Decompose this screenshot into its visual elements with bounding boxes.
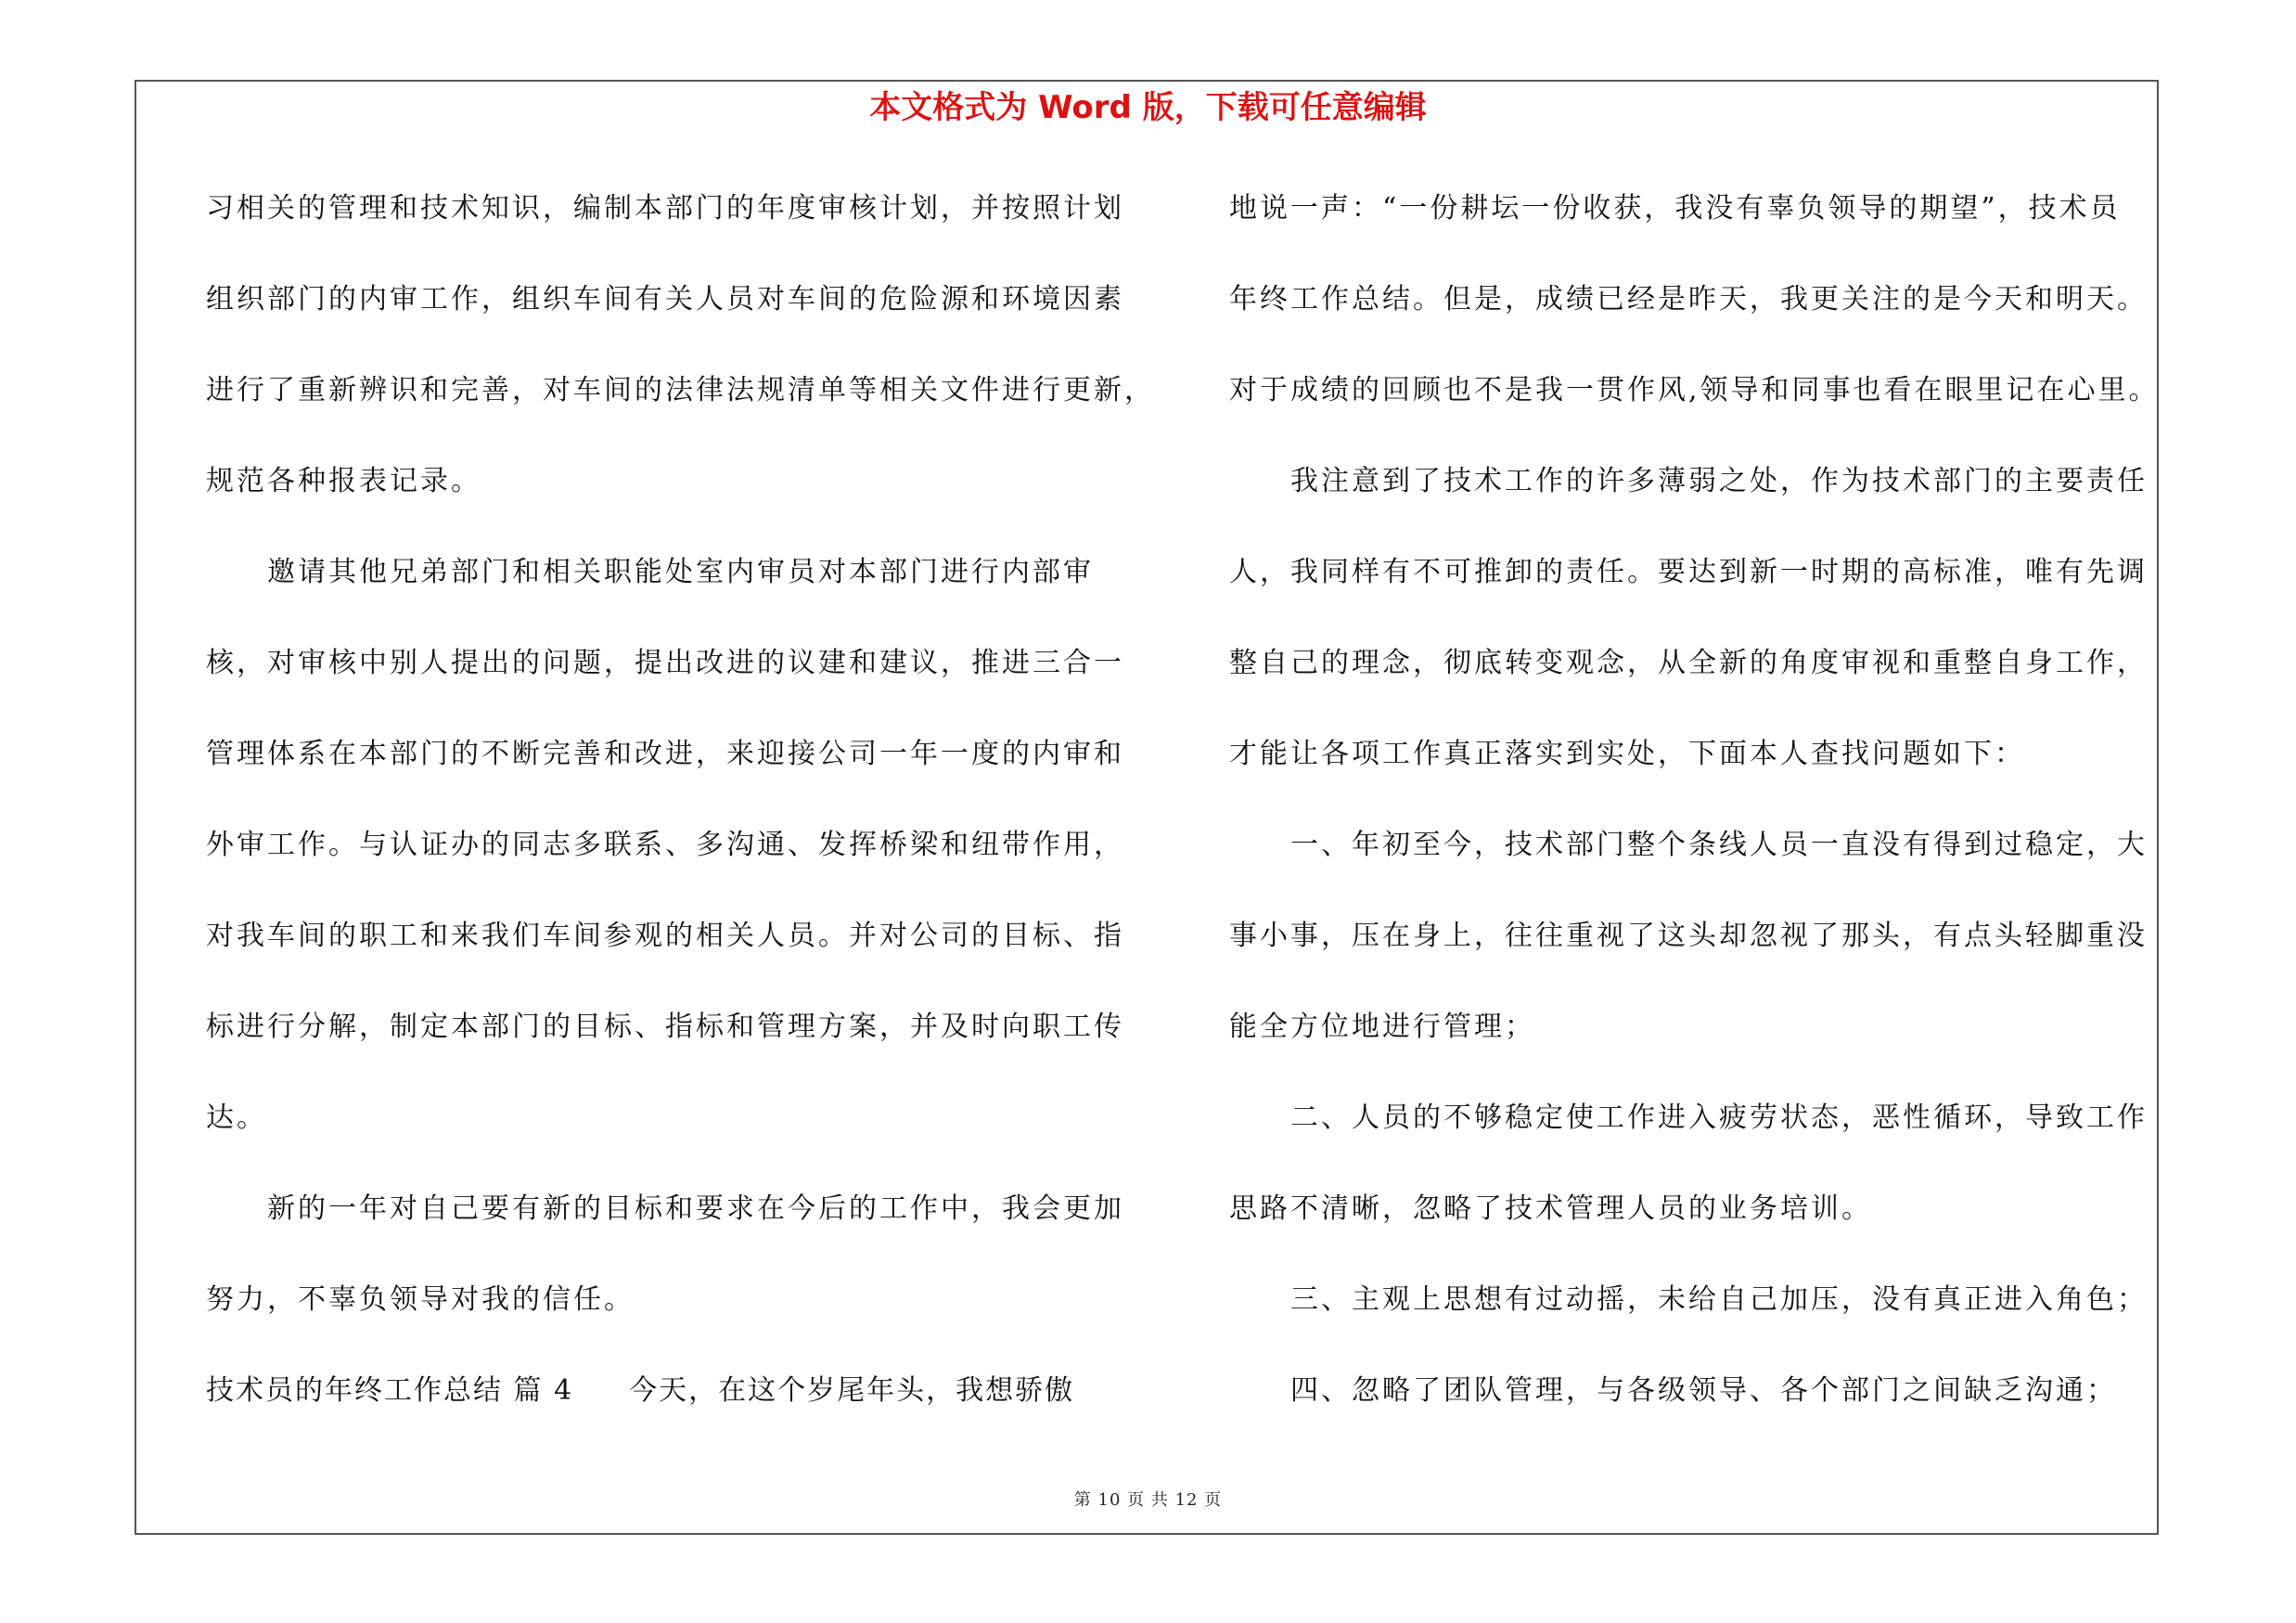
text-line: 年终工作总结。但是，成绩已经是昨天，我更关注的是今天和明天。 [1229,283,2148,316]
text-line: 组织部门的内审工作，组织车间有关人员对车间的危险源和环境因素 [206,283,1124,316]
text-line: 事小事，压在身上，往往重视了这头却忽视了那头，有点头轻脚重没 [1229,920,2148,952]
text-line: 管理体系在本部门的不断完善和改进，来迎接公司一年一度的内审和 [206,738,1124,770]
section-opening: 今天，在这个岁尾年头，我想骄傲 [629,1374,1075,1407]
text-line: 才能让各项工作真正落实到实处，下面本人查找问题如下： [1229,738,2025,770]
text-line: 努力，不辜负领导对我的信任。 [206,1283,635,1316]
text-line: 地说一声：“一份耕坛一份收获，我没有辜负领导的期望”，技术员 [1229,192,2121,225]
text-line: 新的一年对自己要有新的目标和要求在今后的工作中，我会更加 [267,1192,1124,1225]
text-line: 外审工作。与认证办的同志多联系、多沟通、发挥桥梁和纽带作用， [206,829,1124,861]
section-heading-line [206,1363,1152,1454]
text-line: 对我车间的职工和来我们车间参观的相关人员。并对公司的目标、指 [206,920,1124,952]
right-column [1229,181,2203,1454]
text-line: 核，对审核中别人提出的问题，提出改进的议建和建议，推进三合一 [206,647,1124,679]
text-line: 三、主观上思想有过动摇，未给自己加压，没有真正进入角色； [1290,1283,2148,1316]
text-line: 整自己的理念，彻底转变观念，从全新的角度审视和重整自身工作， [1229,647,2148,679]
page-number-footer: 第 10 页 共 12 页 [1073,1490,1223,1510]
text-line: 我注意到了技术工作的许多薄弱之处，作为技术部门的主要责任 [1290,465,2148,497]
left-column [206,181,1155,1454]
text-line: 人，我同样有不可推卸的责任。要达到新一时期的高标准，唯有先调 [1229,556,2148,588]
word-format-banner: 本文格式为 Word 版，下载可任意编辑 [869,89,1427,126]
text-line: 邀请其他兄弟部门和相关职能处室内审员对本部门进行内部审 [267,556,1094,588]
text-line: 习相关的管理和技术知识，编制本部门的年度审核计划，并按照计划 [206,192,1124,225]
text-line: 能全方位地进行管理； [1229,1011,1535,1043]
text-line: 思路不清晰，忽略了技术管理人员的业务培训。 [1229,1192,1872,1225]
text-line: 达。 [206,1101,267,1134]
text-line: 一、年初至今，技术部门整个条线人员一直没有得到过稳定，大 [1290,829,2148,861]
text-line: 进行了重新辨识和完善，对车间的法律法规清单等相关文件进行更新， [206,374,1155,406]
text-line: 四、忽略了团队管理，与各级领导、各个部门之间缺乏沟通； [1290,1374,2117,1407]
text-line: 标进行分解，制定本部门的目标、指标和管理方案，并及时向职工传 [206,1011,1124,1043]
section-heading: 技术员的年终工作总结 篇 4 [206,1374,574,1407]
text-line: 二、人员的不够稳定使工作进入疲劳状态，恶性循环，导致工作 [1290,1101,2148,1134]
text-line: 对于成绩的回顾也不是我一贯作风,领导和同事也看在眼里记在心里。 [1229,374,2160,406]
text-line: 规范各种报表记录。 [206,465,481,497]
